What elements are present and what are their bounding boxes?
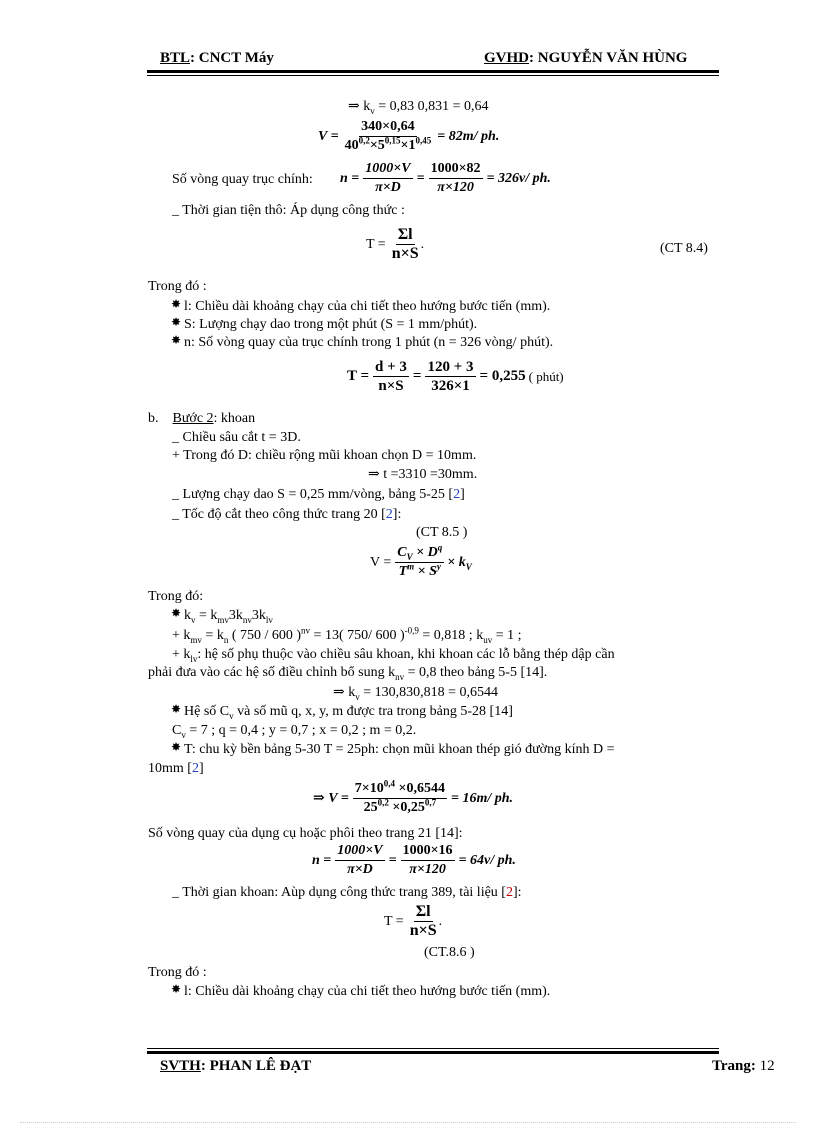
cv-values-line: $C_v = 7$ ; q = 0,4 ; y = 0,7 ; x = 0,2 ; m = 0,2. — [172, 723, 417, 740]
footer-left-label: SVTH — [160, 1058, 201, 1074]
footer-rule-thin — [147, 1048, 719, 1049]
diameter-note: + Trong đó D: chiều rộng mũi khoan chọn D = 10mm. — [172, 448, 477, 463]
bullet-icon — [172, 318, 181, 327]
page-label: Trang: — [712, 1058, 756, 1074]
bullet-icon — [172, 985, 181, 994]
kv-line-1: ⇒ $k_v = 0,83$ 0,831 = 0,64 — [348, 99, 489, 116]
formula-time-1: T = $\frac{\Sigma l}{n\times S}$ . — [366, 226, 425, 262]
step-2-heading: b. Bước 2: khoan — [148, 411, 256, 426]
bullet-length-2: ✸l: Chiều dài khoảng chạy của chi tiết theo hướng bước tiến (mm). — [172, 983, 550, 1001]
reference-link[interactable]: 2 — [505, 885, 513, 900]
ct-8-4-label: (CT 8.4) — [660, 241, 708, 256]
bullet-icon — [172, 300, 181, 309]
footer-page — [712, 1058, 775, 1075]
depth-line: _ Chiều sâu cắt t = 3D. — [172, 430, 301, 445]
trong-do-3: Trong đó : — [148, 965, 207, 980]
header-left-label: BTL — [160, 50, 191, 66]
bullet-icon — [172, 705, 181, 714]
header-rule-thin — [147, 75, 719, 76]
reference-link[interactable]: 2 — [453, 487, 461, 502]
formula-time-2: T = $\frac{d + 3}{n\times S}$ = $\frac{120 + 3}{326\times 1}$ = 0,255 ( phút) — [347, 359, 564, 394]
header-right — [484, 50, 687, 67]
header-rule-thick — [147, 70, 719, 73]
footer-left-value: : PHAN LÊ ĐẠT — [200, 1058, 312, 1074]
ct-8-6-label: (CT.8.6 ) — [424, 945, 475, 960]
header-right-value: : NGUYỄN VĂN HÙNG — [529, 50, 688, 66]
reference-link[interactable]: 2 — [385, 507, 393, 522]
formula-cutting-speed-2: V = $\frac{C_V \times D^q}{T^m \times S^y}$ × $k_V$ — [370, 542, 472, 579]
bullet-feed: ✸S: Lượng chạy dao trong một phút (S = 1 mm/phút). — [172, 316, 477, 334]
bullet-icon — [172, 743, 181, 752]
tool-speed-text: Số vòng quay của dụng cụ hoặc phôi theo trang 21 [14]: — [148, 826, 463, 841]
speed-line: _ Tốc độ cắt theo công thức trang 20 [2]: — [172, 507, 402, 522]
turning-time-text: _ Thời gian tiện thô: Áp dụng công thức : — [172, 203, 405, 218]
reference-link[interactable]: 2 — [191, 761, 199, 776]
kmv-line: + $k_{mv} = k_n$ ( 750 / 600 )$^{nv}$ = 13( 750/ 600 )$^{-0,9}$ = 0,818 ; $k_{uv} = 1$ ; — [172, 625, 522, 645]
bullet-icon — [172, 336, 181, 345]
klv-line-1: + $k_{lv}$: hệ số phụ thuộc vào chiều sâu khoan, khi khoan các lỗ bằng thép dập cần — [172, 647, 615, 664]
page-number: 12 — [759, 1058, 775, 1074]
t-result: ⇒ t =3310 =30mm. — [368, 467, 478, 482]
kv-result-line: ⇒ $k_v = 130,830,818 = 0,6544$ — [333, 685, 499, 702]
footer-rule-thick — [147, 1051, 719, 1054]
kv-product-line: $✸k_v = k_{mv}3k_{nv}3k_{lv}$ — [172, 607, 273, 625]
formula-time-3: T = $\frac{\Sigma l}{n\times S}$ . — [384, 903, 443, 939]
formula-spindle-speed: n = $\frac{1000\times V}{\pi\times D}$ = $\frac{1000\times 82}{\pi\times 120}$ = 326v/ ph. — [340, 161, 551, 195]
formula-cutting-speed-3: ⇒ V = $\frac{7\times 10^{0,4} \times 0,6544}{25^{0,2} \times 0,25^{0,7}}$ = 16m/ ph. — [313, 778, 514, 815]
header-right-label: GVHD — [484, 50, 529, 66]
header-left — [160, 50, 274, 67]
tool-life-line-2: 10mm [2] — [148, 761, 204, 776]
drilling-time-text: _ Thời gian khoan: Aùp dụng công thức trang 389, tài liệu [2]: — [172, 885, 522, 900]
spindle-speed-label: Số vòng quay trục chính: — [172, 172, 313, 187]
feed-line: _ Lượng chạy dao S = 0,25 mm/vòng, bảng 5-25 [2] — [172, 487, 465, 502]
formula-cutting-speed: V = $\frac{340\times 0,64}{40^{0,2}\times 5^{0,15}\times 1^{0,45}}$ = 82m/ ph. — [318, 119, 500, 153]
header-left-value: : CNCT Máy — [190, 50, 274, 66]
ct-8-5-label: (CT 8.5 ) — [416, 525, 468, 540]
bullet-speed: ✸n: Số vòng quay của trục chính trong 1 phút (n = 326 vòng/ phút). — [172, 334, 553, 352]
tool-life-line-1: ✸T: chu kỳ bền bảng 5-30 T = 25ph: chọn mũi khoan thép gió đường kính D = — [172, 741, 614, 759]
footer-left — [160, 1058, 311, 1075]
bullet-length: ✸l: Chiều dài khoảng chạy của chi tiết theo hướng bước tiến (mm). — [172, 298, 550, 316]
bullet-icon — [172, 609, 181, 618]
klv-line-2: phải đưa vào các hệ số điều chỉnh bổ sung $k_{nv} = 0,8$ theo bảng 5-5 [14]. — [148, 665, 548, 682]
cv-coefficients-line: ✸Hệ số $C_v$ và số mũ q, x, y, m được tra trong bảng 5-28 [14] — [172, 703, 513, 721]
trong-do-1: Trong đó : — [148, 279, 207, 294]
trong-do-2: Trong đó: — [148, 589, 204, 604]
formula-spindle-speed-2: n = $\frac{1000\times V}{\pi\times D}$ = $\frac{1000\times 16}{\pi\times 120}$ = 64v/ ph. — [312, 843, 516, 877]
